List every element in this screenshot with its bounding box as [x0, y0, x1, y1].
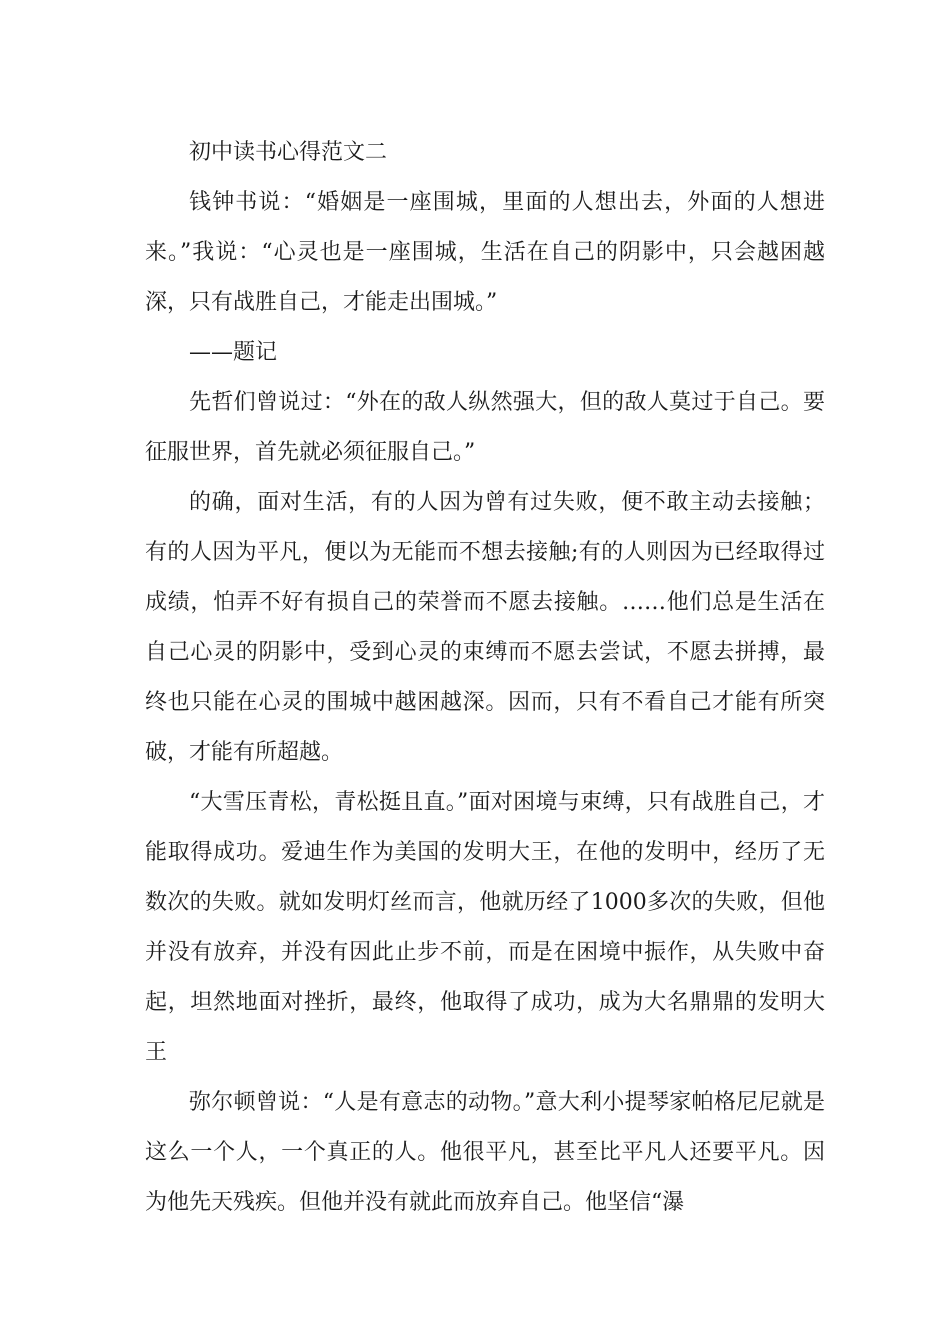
document-body: [145, 128, 825, 1228]
paragraph-edison: “大雪压青松，青松挺且直。”面对困境与束缚，只有战胜自己，才能取得成功。爱迪生作为美国的发明大王，在他的发明中，经历了无数次的失败。就如发明灯丝而言，他就历经了1000多次的失败，但他并没有放弃，并没有因此止步不前，而是在困境中振作，从失败中奋起，坦然地面对挫折，最终，他取得了成功，成为大名鼎鼎的发明大王: [145, 790, 825, 1065]
paragraph-paganini: 弥尔顿曾说：“人是有意志的动物。”意大利小提琴家帕格尼尼就是这么一个人，一个真正的人。他很平凡，甚至比平凡人还要平凡。因为他先天残疾。但他并没有就此而放弃自己。他坚信“瀑: [145, 1090, 825, 1215]
document-title: 初中读书心得范文二: [189, 140, 388, 165]
paragraph-facing-life: 的确，面对生活，有的人因为曾有过失败，便不敢主动去接触；有的人因为平凡，便以为无能而不想去接触;有的人则因为已经取得过成绩，怕弄不好有损自己的荣誉而不愿去接触。……他们总是生活在自己心灵的阴影中，受到心灵的束缚而不愿去尝试，不愿去拼搏，最终也只能在心灵的围城中越困越深。因而，只有不看自己才能有所突破，才能有所超越。: [145, 490, 825, 765]
paragraph-quote-intro: 钱钟书说：“婚姻是一座围城，里面的人想出去，外面的人想进来。”我说：“心灵也是一座围城，生活在自己的阴影中，只会越困越深，只有战胜自己，才能走出围城。”: [145, 190, 825, 315]
paragraph-epigraph-label: ——题记: [189, 340, 278, 365]
paragraph-philosophers: 先哲们曾说过：“外在的敌人纵然强大，但的敌人莫过于自己。要征服世界，首先就必须征服自己。”: [145, 390, 825, 465]
